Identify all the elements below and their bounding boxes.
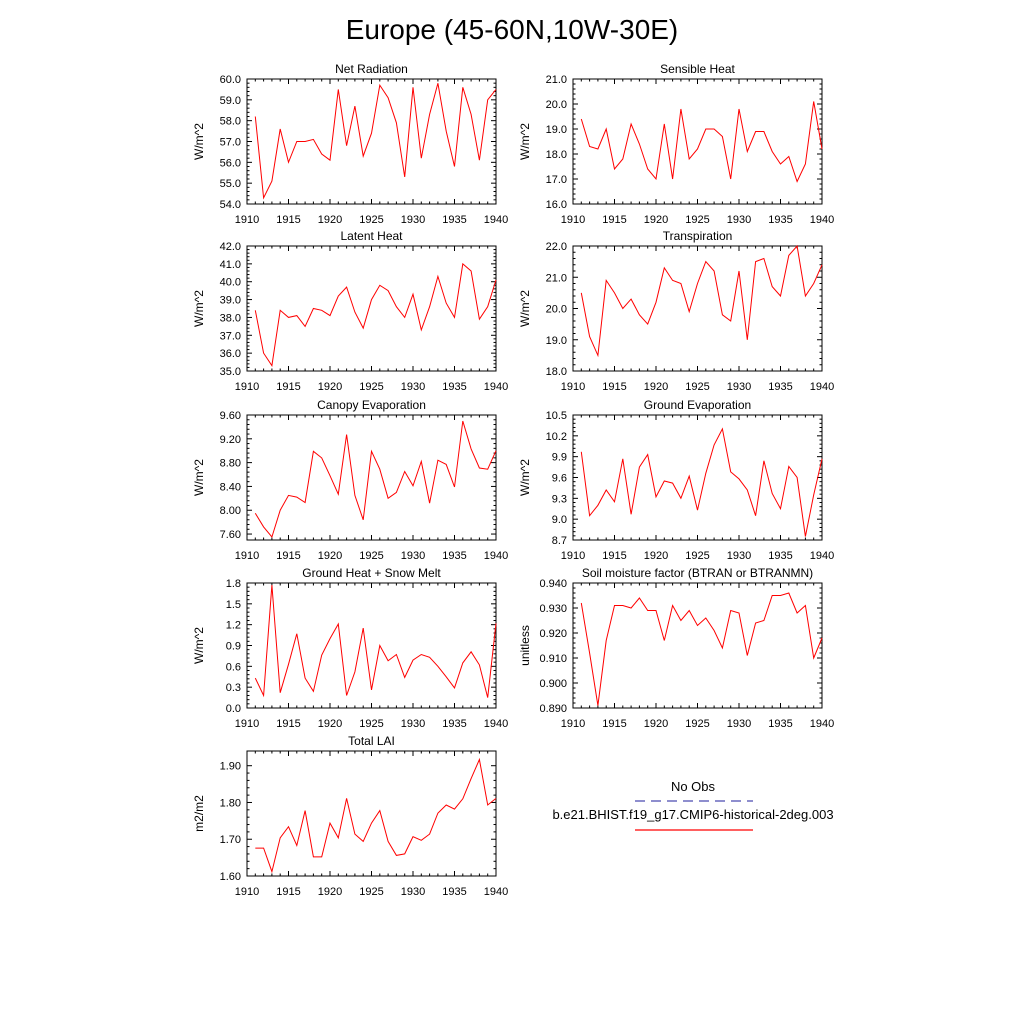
panel-title: Ground Heat + Snow Melt — [302, 566, 441, 580]
x-tick-label: 1920 — [317, 381, 343, 393]
x-tick-label: 1910 — [234, 886, 260, 898]
y-axis-label: W/m^2 — [192, 459, 206, 496]
x-tick-label: 1910 — [560, 381, 586, 393]
panel-title: Canopy Evaporation — [317, 398, 426, 412]
y-tick-label: 10.5 — [545, 410, 567, 422]
x-tick-label: 1940 — [809, 214, 835, 226]
y-tick-label: 19.0 — [545, 124, 567, 136]
x-tick-label: 1915 — [602, 381, 627, 393]
x-tick-label: 1925 — [359, 381, 384, 393]
y-tick-label: 59.0 — [219, 94, 241, 107]
series-line — [255, 421, 496, 537]
y-tick-label: 1.60 — [219, 871, 241, 883]
y-tick-label: 17.0 — [545, 174, 567, 186]
y-tick-label: 16.0 — [545, 199, 567, 211]
x-tick-label: 1935 — [768, 214, 793, 226]
x-tick-label: 1925 — [685, 718, 710, 730]
y-tick-label: 9.6 — [551, 472, 567, 485]
panel-title: Sensible Heat — [660, 62, 735, 76]
y-tick-label: 9.20 — [219, 433, 241, 446]
series-line — [255, 585, 496, 698]
series-line — [255, 264, 496, 366]
y-tick-label: 9.9 — [551, 451, 567, 464]
x-tick-label: 1910 — [560, 718, 586, 730]
x-tick-label: 1915 — [602, 550, 627, 562]
x-tick-label: 1925 — [359, 886, 384, 898]
y-tick-label: 1.80 — [219, 797, 241, 810]
x-tick-label: 1925 — [359, 718, 384, 730]
x-tick-label: 1930 — [726, 214, 752, 226]
x-tick-label: 1920 — [317, 214, 343, 226]
x-tick-label: 1925 — [359, 214, 384, 226]
series-line — [255, 83, 496, 198]
x-tick-label: 1915 — [276, 214, 301, 226]
y-tick-label: 0.930 — [539, 603, 567, 615]
series-line — [581, 429, 822, 537]
y-tick-label: 55.0 — [219, 178, 241, 191]
x-tick-label: 1940 — [483, 550, 509, 562]
y-axis-label: W/m^2 — [192, 123, 206, 160]
figure-title: Europe (45-60N,10W-30E) — [345, 14, 679, 45]
panel-2 — [518, 62, 834, 226]
x-tick-label: 1925 — [359, 550, 384, 562]
plot-frame — [573, 79, 822, 204]
x-tick-label: 1930 — [726, 718, 752, 730]
plot-frame — [247, 415, 496, 540]
y-tick-label: 35.0 — [219, 366, 241, 378]
x-tick-label: 1935 — [442, 886, 467, 898]
y-tick-label: 0.940 — [539, 578, 567, 590]
x-tick-label: 1915 — [276, 718, 301, 730]
y-tick-label: 39.0 — [219, 294, 241, 307]
x-tick-label: 1935 — [768, 718, 793, 730]
y-tick-label: 0.6 — [225, 661, 241, 674]
x-tick-label: 1935 — [768, 550, 793, 562]
x-tick-label: 1930 — [400, 381, 426, 393]
plot-frame — [573, 583, 822, 708]
x-tick-label: 1910 — [560, 214, 586, 226]
y-tick-label: 21.0 — [545, 74, 567, 86]
x-tick-label: 1915 — [602, 718, 627, 730]
panel-3 — [192, 229, 508, 393]
y-tick-label: 41.0 — [219, 258, 241, 271]
y-axis-label: W/m^2 — [518, 290, 532, 327]
plot-frame — [573, 246, 822, 371]
y-tick-label: 1.90 — [219, 760, 241, 773]
panel-6 — [518, 398, 834, 562]
y-tick-label: 37.0 — [219, 330, 241, 343]
x-tick-label: 1910 — [234, 550, 260, 562]
y-tick-label: 1.70 — [219, 834, 241, 847]
y-tick-label: 58.0 — [219, 115, 241, 128]
y-tick-label: 9.3 — [551, 493, 567, 506]
y-tick-label: 54.0 — [219, 199, 241, 211]
panel-9 — [192, 734, 508, 898]
x-tick-label: 1910 — [560, 550, 586, 562]
series-line — [581, 593, 822, 706]
x-tick-label: 1925 — [685, 550, 710, 562]
x-tick-label: 1930 — [400, 214, 426, 226]
x-tick-label: 1930 — [400, 550, 426, 562]
legend-model-label: b.e21.BHIST.f19_g17.CMIP6-historical-2deg.003 — [552, 807, 834, 822]
y-tick-label: 7.60 — [219, 529, 241, 542]
x-tick-label: 1910 — [234, 214, 260, 226]
y-tick-label: 9.60 — [219, 410, 241, 422]
x-tick-label: 1925 — [685, 381, 710, 393]
x-tick-label: 1915 — [276, 550, 301, 562]
y-tick-label: 57.0 — [219, 136, 241, 149]
panel-title: Latent Heat — [340, 229, 403, 243]
panel-title: Total LAI — [348, 734, 395, 748]
y-axis-label: W/m^2 — [192, 290, 206, 327]
plot-frame — [247, 246, 496, 371]
plot-frame — [573, 415, 822, 540]
y-tick-label: 8.80 — [219, 457, 241, 470]
series-line — [581, 102, 822, 182]
y-tick-label: 42.0 — [219, 241, 241, 253]
y-tick-label: 36.0 — [219, 348, 241, 361]
x-tick-label: 1920 — [643, 381, 669, 393]
x-tick-label: 1920 — [643, 718, 669, 730]
x-tick-label: 1940 — [809, 718, 835, 730]
x-tick-label: 1940 — [483, 718, 509, 730]
x-tick-label: 1935 — [442, 214, 467, 226]
y-tick-label: 10.2 — [545, 430, 567, 443]
y-tick-label: 18.0 — [545, 149, 567, 161]
y-axis-label: W/m^2 — [192, 627, 206, 664]
panel-title: Soil moisture factor (BTRAN or BTRANMN) — [581, 566, 814, 580]
y-tick-label: 8.40 — [219, 481, 241, 494]
x-tick-label: 1940 — [483, 381, 509, 393]
x-tick-label: 1935 — [442, 381, 467, 393]
panel-title: Transpiration — [662, 229, 733, 243]
y-tick-label: 0.9 — [225, 640, 241, 653]
y-tick-label: 1.8 — [225, 578, 241, 590]
y-tick-label: 60.0 — [219, 74, 241, 86]
x-tick-label: 1930 — [400, 886, 426, 898]
y-tick-label: 0.920 — [539, 628, 567, 640]
x-tick-label: 1935 — [442, 550, 467, 562]
panel-title: Net Radiation — [335, 62, 408, 76]
y-tick-label: 0.890 — [539, 703, 567, 715]
y-tick-label: 19.0 — [545, 334, 567, 347]
x-tick-label: 1925 — [685, 214, 710, 226]
series-line — [581, 246, 822, 355]
x-tick-label: 1940 — [809, 550, 835, 562]
x-tick-label: 1910 — [234, 718, 260, 730]
y-tick-label: 38.0 — [219, 312, 241, 325]
x-tick-label: 1930 — [400, 718, 426, 730]
y-tick-label: 22.0 — [545, 241, 567, 253]
y-tick-label: 21.0 — [545, 272, 567, 285]
panel-5 — [192, 398, 508, 562]
y-tick-label: 0.0 — [225, 703, 241, 715]
y-tick-label: 1.5 — [225, 598, 241, 611]
x-tick-label: 1920 — [317, 550, 343, 562]
plot-frame — [247, 751, 496, 876]
x-tick-label: 1910 — [234, 381, 260, 393]
plot-frame — [247, 79, 496, 204]
y-tick-label: 20.0 — [545, 303, 567, 316]
panel-7 — [192, 566, 508, 730]
y-tick-label: 40.0 — [219, 276, 241, 289]
x-tick-label: 1935 — [442, 718, 467, 730]
y-tick-label: 0.910 — [539, 653, 567, 665]
x-tick-label: 1940 — [809, 381, 835, 393]
x-tick-label: 1920 — [317, 886, 343, 898]
y-axis-label: W/m^2 — [518, 123, 532, 160]
y-tick-label: 8.00 — [219, 505, 241, 518]
y-axis-label: unitless — [518, 625, 532, 666]
y-tick-label: 20.0 — [545, 99, 567, 111]
x-tick-label: 1915 — [276, 886, 301, 898]
legend-obs-label: No Obs — [670, 779, 716, 794]
x-tick-label: 1940 — [483, 214, 509, 226]
x-tick-label: 1920 — [317, 718, 343, 730]
x-tick-label: 1940 — [483, 886, 509, 898]
x-tick-label: 1915 — [602, 214, 627, 226]
y-tick-label: 18.0 — [545, 366, 567, 378]
panel-8 — [518, 566, 834, 730]
y-axis-label: m2/m2 — [192, 795, 206, 832]
x-tick-label: 1920 — [643, 550, 669, 562]
x-tick-label: 1920 — [643, 214, 669, 226]
y-tick-label: 0.3 — [225, 682, 241, 695]
panel-4 — [518, 229, 834, 393]
legend — [552, 779, 833, 830]
y-tick-label: 1.2 — [225, 619, 241, 632]
series-line — [255, 760, 496, 872]
y-tick-label: 8.7 — [551, 535, 567, 547]
x-tick-label: 1935 — [768, 381, 793, 393]
y-tick-label: 9.0 — [551, 514, 567, 527]
panel-title: Ground Evaporation — [643, 398, 752, 412]
x-tick-label: 1930 — [726, 550, 752, 562]
panel-1 — [192, 62, 508, 226]
y-axis-label: W/m^2 — [518, 459, 532, 496]
y-tick-label: 56.0 — [219, 157, 241, 170]
y-tick-label: 0.900 — [539, 678, 567, 690]
x-tick-label: 1915 — [276, 381, 301, 393]
x-tick-label: 1930 — [726, 381, 752, 393]
